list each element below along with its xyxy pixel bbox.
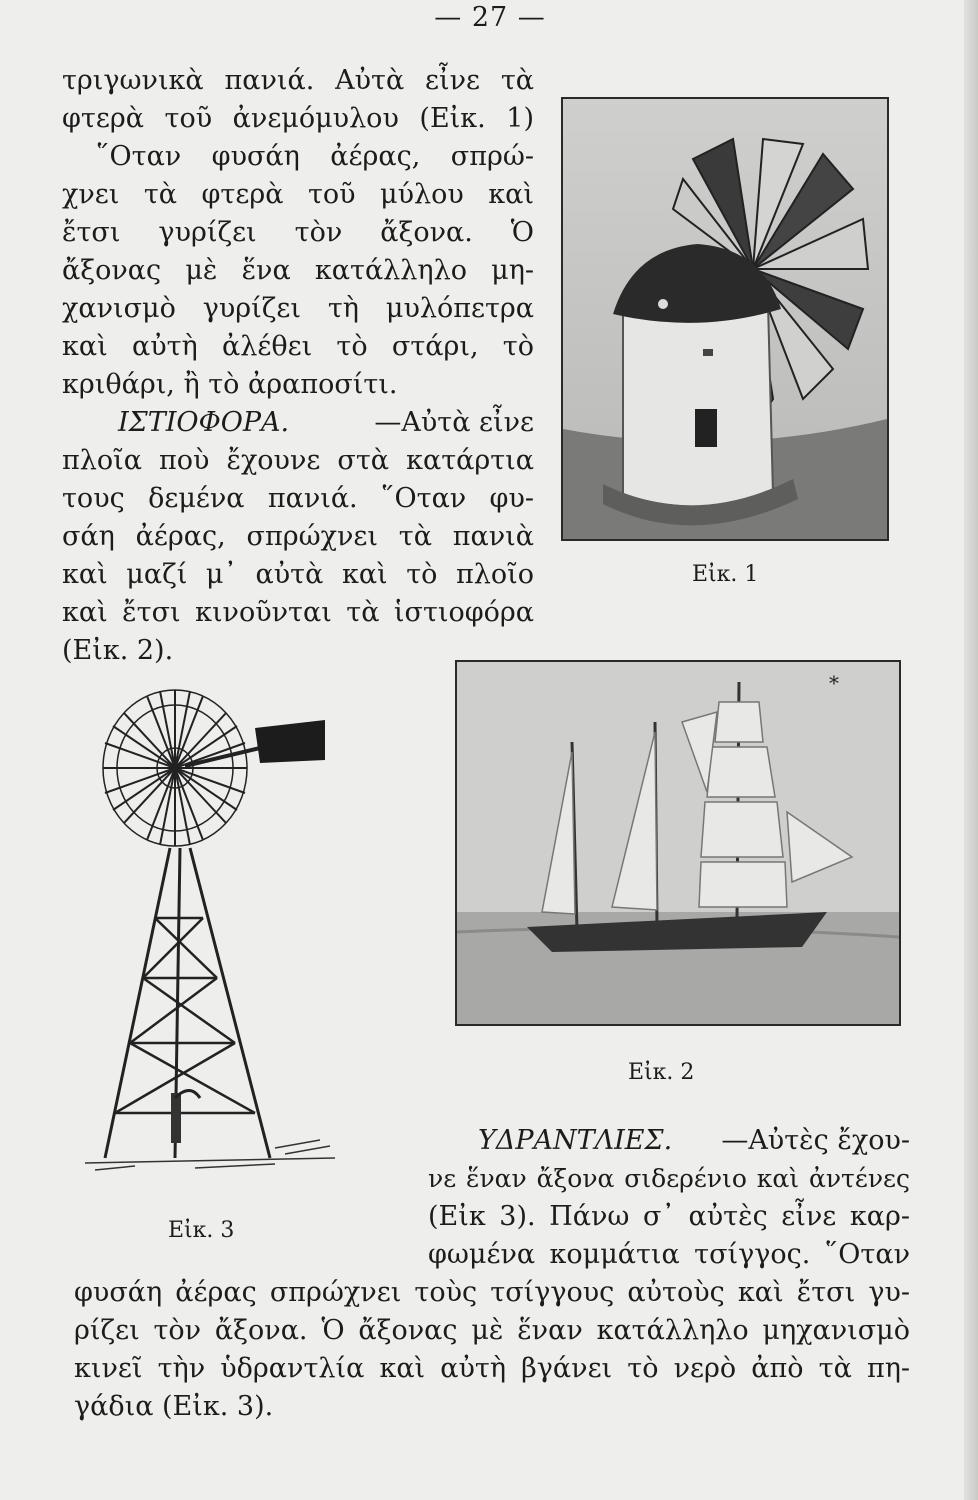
page-edge <box>964 0 978 1500</box>
text-line: (Εἰκ 3). Πάνω σ᾽ αὐτὲς εἶνε καρ- <box>428 1201 910 1232</box>
section-heading-istioforа: ΙΣΤΙΟΦΟΡΑ. <box>118 407 290 438</box>
text-line: πλοῖα ποὺ ἔχουνε στὰ κατάρτια <box>62 445 534 476</box>
figure-3-caption: Εἰκ. 3 <box>168 1218 235 1243</box>
text-line: τριγωνικὰ πανιά. Αὐτὰ εἶνε τὰ <box>62 65 534 96</box>
page-number: — 27 — <box>434 2 546 33</box>
text-line: χνει τὰ φτερὰ τοῦ μύλου καὶ <box>62 179 534 210</box>
text-line: σάη ἀέρας, σπρώχνει τὰ πανιὰ <box>62 521 534 552</box>
text-line <box>118 406 534 440</box>
figure-2-caption: Εἰκ. 2 <box>628 1060 695 1085</box>
text-line: φυσάη ἀέρας σπρώχνει τοὺς τσίγγους αὐτοὺς καὶ ἔτσι γυ- <box>74 1277 910 1308</box>
text-line: χανισμὸ γυρίζει τὴ μυλόπετρα <box>62 293 534 324</box>
text-line: ἔτσι γυρίζει τὸν ἄξονα. Ὁ <box>62 217 534 248</box>
text-line: ἄξονας μὲ ἕνα κατάλληλο μη- <box>62 255 534 286</box>
figure-1-caption: Εἰκ. 1 <box>692 562 759 587</box>
text-line: ρίζει τὸν ἄξονα. Ὁ ἄξονας μὲ ἕναν κατάλληλο μηχανισμὸ <box>74 1315 910 1346</box>
sailing-ship-photo <box>455 660 901 1026</box>
text-line: κριθάρι, ἢ τὸ ἀραποσίτι. <box>62 369 398 400</box>
text-line: καὶ αὐτὴ ἀλέθει τὸ στάρι, τὸ <box>62 331 534 362</box>
text-line: κινεῖ τὴν ὑδραντλία καὶ αὐτὴ βγάνει τὸ νερὸ ἀπὸ τὰ πη- <box>74 1353 910 1384</box>
text-line <box>478 1124 910 1158</box>
water-pump-windmill-drawing <box>75 688 375 1198</box>
text-line: νε ἕναν ἄξονα σιδερένιο καὶ ἀντένες <box>428 1164 910 1193</box>
heading-rest: —Αὐτὲς ἔχου- <box>721 1125 910 1156</box>
text-line: (Εἰκ. 2). <box>62 635 174 666</box>
text-line: φωμένα κομμάτια τσίγγος. ῞Οταν <box>428 1239 910 1270</box>
text-line: φτερὰ τοῦ ἀνεμόμυλου (Εἰκ. 1) <box>62 103 534 134</box>
text-line: ῞Οταν φυσάη ἀέρας, σπρώ- <box>96 141 534 172</box>
text-line: καὶ ἔτσι κινοῦνται τὰ ἱστιοφόρα <box>62 597 534 628</box>
text-line: καὶ μαζί μ᾽ αὐτὰ καὶ τὸ πλοῖο <box>62 559 534 590</box>
section-heading-ydrantlies: ΥΔΡΑΝΤΛΙΕΣ. <box>478 1125 673 1156</box>
heading-rest: —Αὐτὰ εἶνε <box>374 407 534 438</box>
text-line: τους δεμένα πανιά. ῞Οταν φυ- <box>62 483 534 514</box>
text-line: γάδια (Εἰκ. 3). <box>74 1391 274 1422</box>
windmill-photo <box>561 97 889 541</box>
svg-text:*: * <box>829 671 839 695</box>
